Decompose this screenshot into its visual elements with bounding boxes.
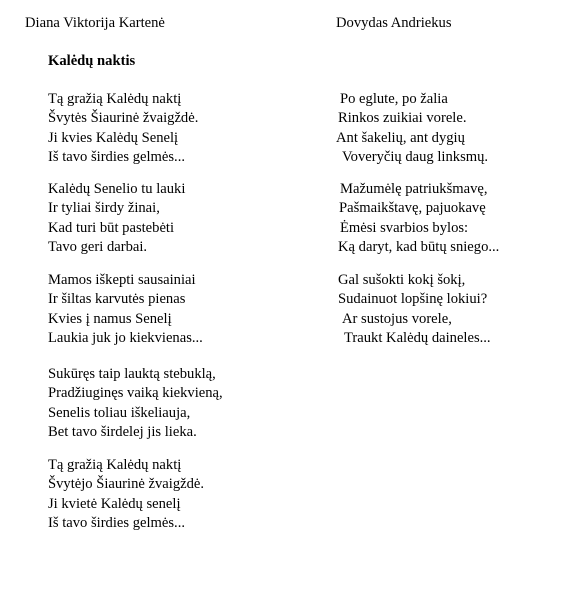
left-stanza-5 [48,456,204,533]
poem-title: Kalėdų naktis [48,53,136,69]
poem-line: Gal sušokti kokį šokį, [338,272,466,288]
poem-line: Tą gražią Kalėdų naktį [48,91,182,107]
poem-line: Ką daryt, kad būtų sniego... [338,238,500,255]
poem-line: Ar sustojus vorele, [342,310,452,327]
author-left: Diana Viktorija Kartenė [25,15,165,31]
poem-line: Mažumėlę patriukšmavę, [340,181,488,197]
poem-line: Kalėdų Senelio tu lauki [48,181,186,197]
poem-line: Kvies į namus Senelį [48,310,172,327]
poem-line: Po eglute, po žalia [340,91,448,107]
left-stanza-3 [48,271,203,348]
poem-line: Voveryčių daug linksmų. [342,148,489,165]
poem-line: Tavo geri darbai. [48,238,148,255]
poem-line: Laukia juk jo kiekvienas... [48,329,203,346]
poem-line: Traukt Kalėdų daineles... [344,329,491,346]
poem-line: Ant šakelių, ant dygių [336,129,465,146]
poem-line: Pašmaikštavę, pajuokavę [339,200,486,217]
poem-line: Sudainuot lopšinę lokiui? [338,291,488,308]
poem-line: Ir šiltas karvutės pienas [48,291,186,308]
left-stanza-1 [48,90,198,167]
right-stanza-1 [336,90,488,167]
left-stanza-4 [48,365,223,442]
poem-line: Ji kvietė Kalėdų senelį [48,495,181,512]
poem-line: Bet tavo širdelej jis lieka. [48,423,197,440]
poem-line: Tą gražią Kalėdų naktį [48,457,182,473]
poem-line: Iš tavo širdies gelmės... [48,148,185,165]
poem-line: Mamos iškepti sausainiai [48,272,196,288]
poem-line: Kad turi būt pastebėti [48,219,175,236]
poem-line: Švytės Šiaurinė žvaigždė. [48,110,199,127]
left-stanza-2 [48,180,185,257]
author-right: Dovydas Andriekus [336,15,452,31]
poem-line: Ėmėsi svarbios bylos: [340,219,469,236]
poem-line: Švytėjo Šiaurinė žvaigždė. [48,476,205,493]
right-stanza-3 [336,271,491,348]
poem-line: Ir tyliai širdy žinai, [48,200,160,217]
poem-line: Rinkos zuikiai vorele. [338,110,467,127]
right-stanza-2 [336,180,499,257]
poem-line: Ji kvies Kalėdų Senelį [48,129,179,146]
poem-line: Pradžiuginęs vaiką kiekvieną, [48,385,223,402]
poem-line: Sukūręs taip lauktą stebuklą, [48,366,216,382]
poem-line: Iš tavo širdies gelmės... [48,514,185,531]
poem-line: Senelis toliau iškeliauja, [48,404,191,421]
